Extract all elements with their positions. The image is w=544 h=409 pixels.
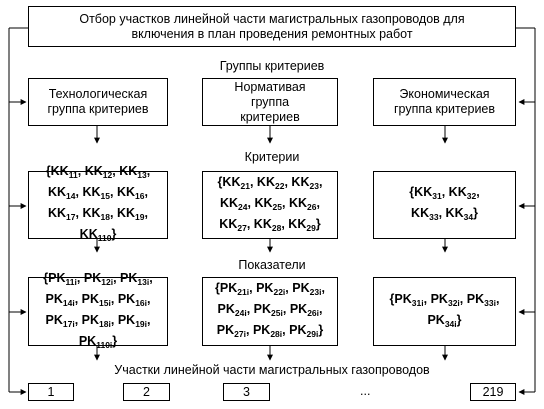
indicators-box-technological	[28, 270, 168, 350]
code-item: $KK_{31}$,	[414, 185, 446, 201]
brace-close: }	[473, 206, 478, 220]
section-number: 1	[47, 385, 55, 399]
indicators-set	[379, 291, 511, 333]
code-item: $KK_{19}$,	[116, 206, 148, 222]
code-item: $PK_{29i}$}	[289, 323, 324, 339]
code-item: $KK_{26}$,	[288, 195, 320, 212]
label-sections: Участки линейной части магистральных газопроводов	[114, 363, 430, 377]
code-item: $KK_{110}$}	[79, 227, 117, 243]
label-criteria: Критерии	[244, 150, 300, 164]
criteria-set	[397, 184, 493, 226]
label-indicators: Показатели	[238, 258, 306, 272]
criteria-box-technological	[28, 164, 168, 243]
code-item: $KK_{34}$}	[445, 206, 478, 222]
section-box-219	[470, 383, 516, 401]
code-item: $KK_{14}$,	[47, 185, 79, 201]
label-groups: Группы критериев	[219, 59, 325, 73]
code-item: $PK_{27i}$,	[216, 323, 250, 339]
indicators-set	[32, 270, 164, 354]
code-item: $PK_{18i}$,	[81, 312, 115, 329]
code-item: $PK_{19i}$,	[117, 312, 151, 329]
code-item: $PK_{12i}$,	[83, 270, 117, 287]
brace-open: {	[409, 185, 415, 199]
code-item: $KK_{18}$,	[82, 206, 114, 222]
code-item: $KK_{13}$,	[119, 164, 151, 180]
code-item: $KK_{25}$,	[254, 195, 286, 212]
code-item: $PK_{31i}$,	[394, 291, 428, 308]
code-item: $PK_{16i}$,	[117, 291, 151, 308]
brace-open: {	[389, 291, 395, 306]
brace-close: }	[315, 216, 321, 231]
code-item: $PK_{23i}$,	[292, 281, 325, 297]
code-item: $KK_{12}$,	[84, 164, 116, 180]
code-item: $PK_{34i}$}	[427, 312, 462, 329]
indicators-box-economic	[373, 277, 516, 346]
section-number: 2	[143, 385, 150, 399]
section-number: 219	[482, 385, 504, 399]
criteria-box-economic	[373, 171, 516, 239]
code-item: $KK_{22}$,	[256, 174, 288, 191]
code-item: $KK_{24}$,	[219, 195, 251, 212]
brace-close: }	[318, 323, 324, 337]
code-item: $KK_{29}$}	[288, 216, 321, 233]
code-item: $KK_{28}$,	[253, 216, 285, 233]
code-item: $PK_{26i}$,	[289, 302, 323, 318]
code-item: $PK_{28i}$,	[252, 323, 286, 339]
code-item: $PK_{22i}$,	[256, 281, 289, 297]
code-item: $PK_{25i}$,	[253, 302, 287, 318]
code-item: $KK_{11}$,	[50, 164, 82, 180]
group-box-technological	[28, 78, 168, 126]
code-item: $KK_{17}$,	[47, 206, 79, 222]
brace-open: {	[215, 281, 220, 295]
group-name: Нормативая группа критериев	[234, 79, 306, 124]
brace-close: }	[112, 333, 118, 348]
code-item: $KK_{33}$,	[411, 206, 443, 222]
group-name: Технологическая группа критериев	[47, 87, 149, 116]
criteria-set	[210, 174, 330, 237]
group-name: Экономическая группа критериев	[393, 87, 496, 116]
code-item: $KK_{23}$,	[291, 174, 323, 191]
brace-open: {	[217, 174, 223, 189]
code-item: $KK_{21}$,	[222, 174, 254, 191]
section-box-1	[28, 383, 74, 401]
indicators-set	[205, 280, 335, 343]
code-item: $PK_{17i}$,	[45, 312, 79, 329]
code-item: $KK_{27}$,	[219, 216, 251, 233]
brace-open: {	[43, 270, 49, 285]
section-ellipsis: ...	[360, 384, 371, 398]
section-box-3	[223, 383, 270, 401]
code-item: $PK_{13i}$,	[120, 270, 153, 287]
code-item: $PK_{32i}$,	[430, 291, 464, 308]
brace-close: }	[111, 227, 117, 241]
code-item: $PK_{110i}$}	[78, 333, 118, 350]
code-item: $PK_{24i}$,	[217, 302, 251, 318]
code-item: $KK_{16}$,	[116, 185, 148, 201]
indicators-box-normative	[202, 277, 338, 346]
group-box-economic	[373, 78, 516, 126]
criteria-box-normative	[202, 171, 338, 239]
code-item: $KK_{32}$,	[448, 185, 480, 201]
section-box-2	[123, 383, 170, 401]
group-box-normative	[202, 78, 338, 126]
brace-close: }	[456, 312, 462, 327]
title-box	[28, 6, 516, 47]
title-text: Отбор участков линейной части магистральных газопроводов для включения в план проведения ремонтных работ	[79, 11, 465, 41]
section-number: 3	[243, 385, 250, 399]
code-item: $PK_{11i}$,	[48, 270, 81, 287]
code-item: $PK_{14i}$,	[45, 291, 79, 308]
code-item: $KK_{15}$,	[82, 185, 114, 201]
criteria-set	[35, 163, 161, 247]
code-item: $PK_{15i}$,	[81, 291, 115, 308]
brace-open: {	[45, 164, 51, 178]
code-item: $PK_{33i}$,	[466, 291, 500, 308]
code-item: $PK_{21i}$,	[219, 281, 253, 297]
